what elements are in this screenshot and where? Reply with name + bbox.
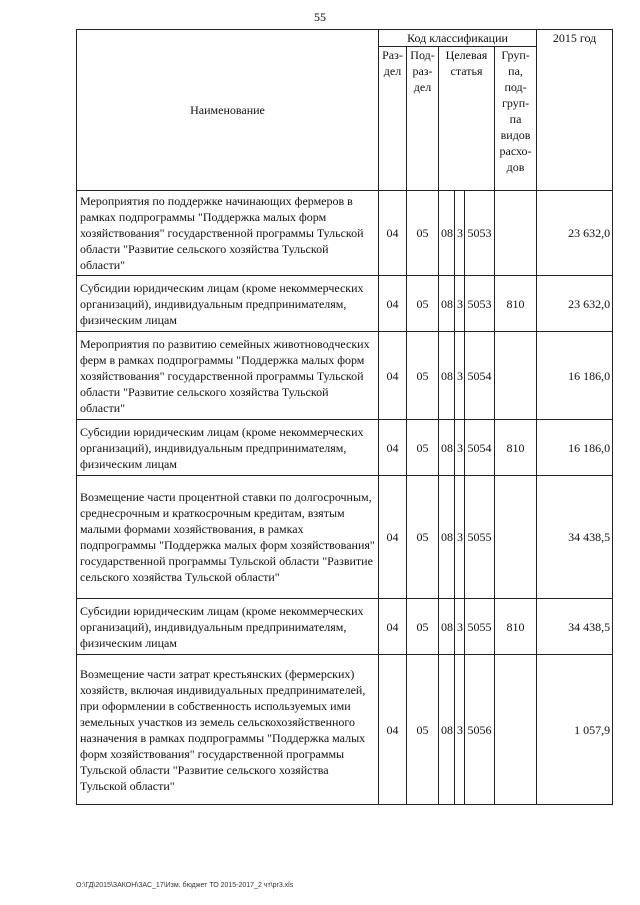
row-expense-group bbox=[495, 476, 537, 599]
row-podrazdel: 05 bbox=[407, 276, 439, 332]
row-amount: 34 438,5 bbox=[537, 599, 613, 655]
row-target-direction: 5053 bbox=[465, 191, 495, 276]
row-target-program: 08 bbox=[439, 332, 455, 420]
row-target-subprogram: 3 bbox=[455, 599, 465, 655]
header-year: 2015 год bbox=[537, 30, 613, 191]
table-row bbox=[77, 655, 613, 805]
row-target-program: 08 bbox=[439, 191, 455, 276]
budget-table bbox=[76, 29, 613, 805]
table-row bbox=[77, 476, 613, 599]
row-podrazdel: 05 bbox=[407, 332, 439, 420]
row-target-direction: 5054 bbox=[465, 420, 495, 476]
table-row bbox=[77, 420, 613, 476]
row-expense-group bbox=[495, 332, 537, 420]
row-expense-group bbox=[495, 191, 537, 276]
table-row bbox=[77, 332, 613, 420]
row-target-subprogram: 3 bbox=[455, 191, 465, 276]
header-razdel: Раз- дел bbox=[379, 47, 407, 191]
row-razdel: 04 bbox=[379, 599, 407, 655]
row-razdel: 04 bbox=[379, 191, 407, 276]
row-target-subprogram: 3 bbox=[455, 276, 465, 332]
row-expense-group bbox=[495, 655, 537, 805]
row-podrazdel: 05 bbox=[407, 655, 439, 805]
row-target-direction: 5055 bbox=[465, 476, 495, 599]
row-name: Возмещение части процентной ставки по долгосрочным, среднесрочным и краткосрочным кредитам, взятым малыми формами хозяйствования, в рамках подпрограммы "Поддержка малых форм хозяйствования" государственной программы Тульской области "Развитие сельского хозяйства Тульской области" bbox=[77, 476, 379, 599]
row-podrazdel: 05 bbox=[407, 599, 439, 655]
row-target-program: 08 bbox=[439, 599, 455, 655]
row-target-subprogram: 3 bbox=[455, 420, 465, 476]
row-expense-group: 810 bbox=[495, 420, 537, 476]
row-podrazdel: 05 bbox=[407, 476, 439, 599]
row-name: Возмещение части затрат крестьянских (фермерских) хозяйств, включая индивидуальных предпринимателей, при оформлении в собственность используемых ими земельных участков из земель сельскохозяйственного назначения в рамках подпрограммы "Поддержка малых форм хозяйствования" государственной программы Тульской области "Развитие сельского хозяйства Тульской области" bbox=[77, 655, 379, 805]
row-target-program: 08 bbox=[439, 420, 455, 476]
row-podrazdel: 05 bbox=[407, 191, 439, 276]
row-target-program: 08 bbox=[439, 476, 455, 599]
row-target-direction: 5056 bbox=[465, 655, 495, 805]
row-name: Субсидии юридическим лицам (кроме некоммерческих организаций), индивидуальным предпринимателям, физическим лицам bbox=[77, 420, 379, 476]
file-path-footer: O:\ГД\2015\ЗАКОН\ЗАС_17\Изм. бюджет ТО 2015-2017_2 чт\pr3.xls bbox=[76, 882, 294, 889]
row-amount: 23 632,0 bbox=[537, 191, 613, 276]
row-amount: 16 186,0 bbox=[537, 332, 613, 420]
header-name: Наименование bbox=[77, 30, 379, 191]
row-name: Субсидии юридическим лицам (кроме некоммерческих организаций), индивидуальным предпринимателям, физическим лицам bbox=[77, 599, 379, 655]
table-row bbox=[77, 191, 613, 276]
row-podrazdel: 05 bbox=[407, 420, 439, 476]
row-expense-group: 810 bbox=[495, 599, 537, 655]
row-razdel: 04 bbox=[379, 476, 407, 599]
row-name: Субсидии юридическим лицам (кроме некоммерческих организаций), индивидуальным предпринимателям, физическим лицам bbox=[77, 276, 379, 332]
row-name: Мероприятия по поддержке начинающих фермеров в рамках подпрограммы "Поддержка малых форм хозяйствования" государственной программы Тульской области "Развитие сельского хозяйства Тульской области" bbox=[77, 191, 379, 276]
row-target-subprogram: 3 bbox=[455, 332, 465, 420]
row-razdel: 04 bbox=[379, 332, 407, 420]
row-name: Мероприятия по развитию семейных животноводческих ферм в рамках подпрограммы "Поддержка малых форм хозяйствования" государственной программы Тульской области "Развитие сельского хозяйства Тульской области" bbox=[77, 332, 379, 420]
row-razdel: 04 bbox=[379, 276, 407, 332]
header-podrazdel: Под- раз- дел bbox=[407, 47, 439, 191]
row-target-subprogram: 3 bbox=[455, 655, 465, 805]
row-target-direction: 5055 bbox=[465, 599, 495, 655]
row-target-direction: 5054 bbox=[465, 332, 495, 420]
header-target-article: Целевая статья bbox=[439, 47, 495, 191]
row-amount: 1 057,9 bbox=[537, 655, 613, 805]
row-target-direction: 5053 bbox=[465, 276, 495, 332]
header-expense-group: Груп- па, под- груп- па видов расхо- дов bbox=[495, 47, 537, 191]
row-amount: 34 438,5 bbox=[537, 476, 613, 599]
row-razdel: 04 bbox=[379, 420, 407, 476]
row-target-program: 08 bbox=[439, 655, 455, 805]
row-target-program: 08 bbox=[439, 276, 455, 332]
row-target-subprogram: 3 bbox=[455, 476, 465, 599]
row-amount: 23 632,0 bbox=[537, 276, 613, 332]
row-expense-group: 810 bbox=[495, 276, 537, 332]
table-row bbox=[77, 599, 613, 655]
row-razdel: 04 bbox=[379, 655, 407, 805]
table-row bbox=[77, 276, 613, 332]
table-body bbox=[77, 191, 613, 805]
page-number: 55 bbox=[314, 10, 326, 24]
header-classification: Код классификации bbox=[379, 30, 537, 47]
row-amount: 16 186,0 bbox=[537, 420, 613, 476]
